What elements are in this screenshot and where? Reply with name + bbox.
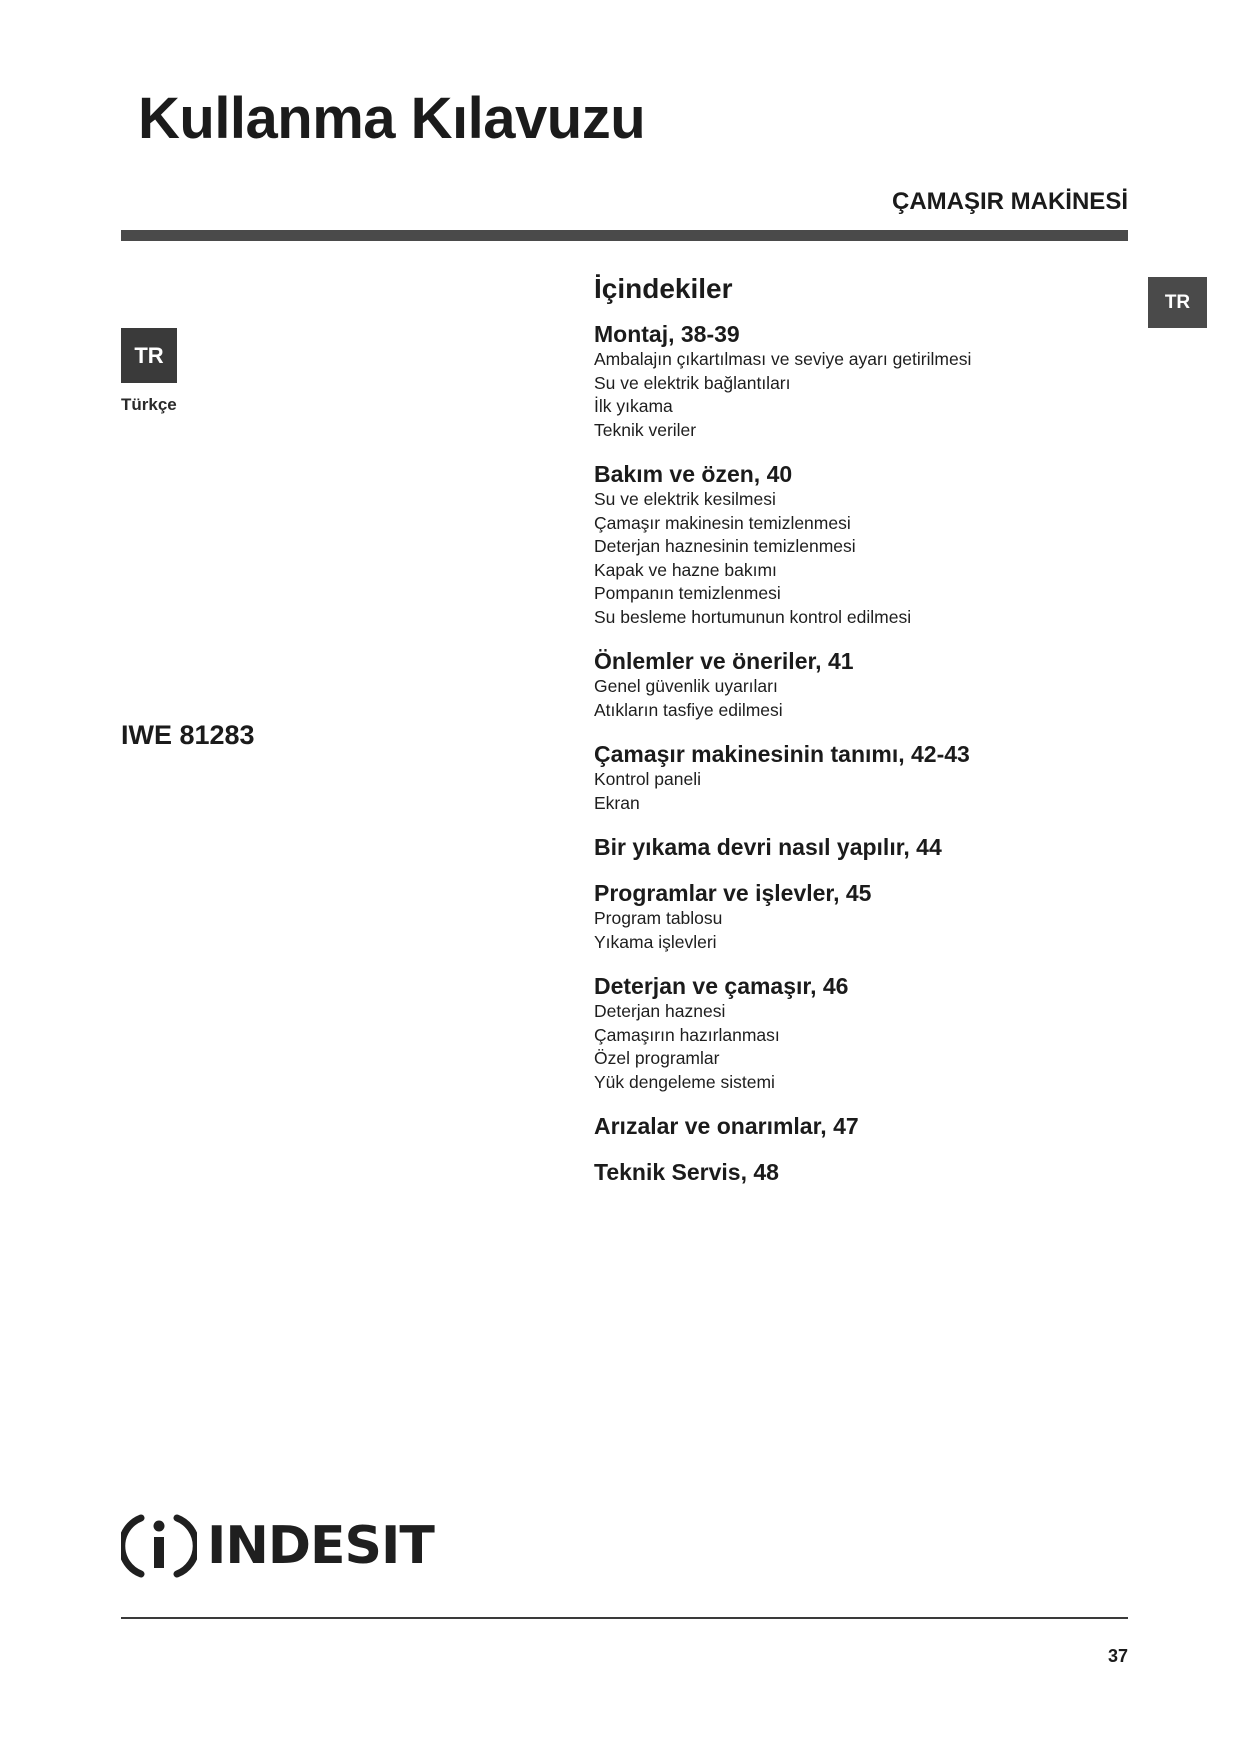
toc-section-title[interactable]: Teknik Servis, 48 — [594, 1159, 779, 1185]
language-badge: TR — [121, 328, 177, 383]
brand-logo — [121, 1508, 434, 1584]
language-tab[interactable]: TR — [1148, 277, 1207, 328]
toc-item: Kontrol paneli — [594, 769, 702, 789]
language-label: Türkçe — [121, 395, 177, 414]
toc-item: Teknik veriler — [594, 419, 697, 440]
toc-item: Genel güvenlik uyarıları — [594, 676, 778, 696]
toc-section — [594, 1158, 1154, 1186]
toc-item: Deterjan haznesi — [594, 1001, 726, 1021]
toc-heading: İçindekiler — [594, 273, 733, 304]
toc-item: Çamaşırın hazırlanması — [594, 1024, 780, 1045]
model-number: IWE 81283 — [121, 720, 255, 750]
toc-section-title[interactable]: Önlemler ve öneriler, 41 — [594, 648, 854, 674]
toc-section-title[interactable]: Bir yıkama devri nasıl yapılır, 44 — [594, 834, 942, 860]
toc-item: Yük dengeleme sistemi — [594, 1071, 775, 1092]
toc-item: Ekran — [594, 792, 640, 813]
toc-item: Su besleme hortumunun kontrol edilmesi — [594, 606, 912, 627]
toc-item: Deterjan haznesinin temizlenmesi — [594, 536, 856, 556]
toc-item: Su ve elektrik bağlantıları — [594, 372, 791, 393]
toc-section — [594, 1112, 1154, 1140]
toc-section — [594, 879, 1154, 954]
toc-item: Pompanın temizlenmesi — [594, 583, 781, 603]
toc-item: Su ve elektrik kesilmesi — [594, 489, 776, 509]
toc-sections — [594, 320, 1154, 1186]
header-divider — [121, 230, 1128, 241]
toc-section — [594, 972, 1154, 1094]
toc-section-title[interactable]: Programlar ve işlevler, 45 — [594, 880, 872, 906]
toc-item: Program tablosu — [594, 908, 723, 928]
table-of-contents — [594, 272, 1154, 1204]
toc-item: Özel programlar — [594, 1048, 720, 1068]
brand-name: INDESIT — [207, 1516, 434, 1576]
toc-item: Kapak ve hazne bakımı — [594, 559, 777, 580]
toc-item: Yıkama işlevleri — [594, 931, 717, 952]
toc-section-title[interactable]: Bakım ve özen, 40 — [594, 461, 793, 487]
toc-item: İlk yıkama — [594, 396, 673, 416]
toc-section — [594, 740, 1154, 815]
toc-item: Ambalajın çıkartılması ve seviye ayarı getirilmesi — [594, 349, 972, 369]
toc-section-title[interactable]: Deterjan ve çamaşır, 46 — [594, 973, 849, 999]
toc-section-title[interactable]: Arızalar ve onarımlar, 47 — [594, 1113, 859, 1139]
toc-section — [594, 460, 1154, 629]
toc-section — [594, 833, 1154, 861]
toc-section — [594, 647, 1154, 722]
page-number: 37 — [1107, 1646, 1128, 1666]
toc-section-title[interactable]: Montaj, 38-39 — [594, 321, 740, 347]
toc-item: Atıkların tasfiye edilmesi — [594, 699, 783, 720]
toc-section-title[interactable]: Çamaşır makinesinin tanımı, 42-43 — [594, 741, 970, 767]
page-title: Kullanma Kılavuzu — [138, 86, 646, 151]
document-subtitle: ÇAMAŞIR MAKİNESİ — [891, 188, 1128, 215]
indesit-logo-icon — [121, 1508, 197, 1584]
toc-item: Çamaşır makinesin temizlenmesi — [594, 512, 851, 533]
toc-section — [594, 320, 1154, 442]
footer-divider — [121, 1617, 1128, 1619]
